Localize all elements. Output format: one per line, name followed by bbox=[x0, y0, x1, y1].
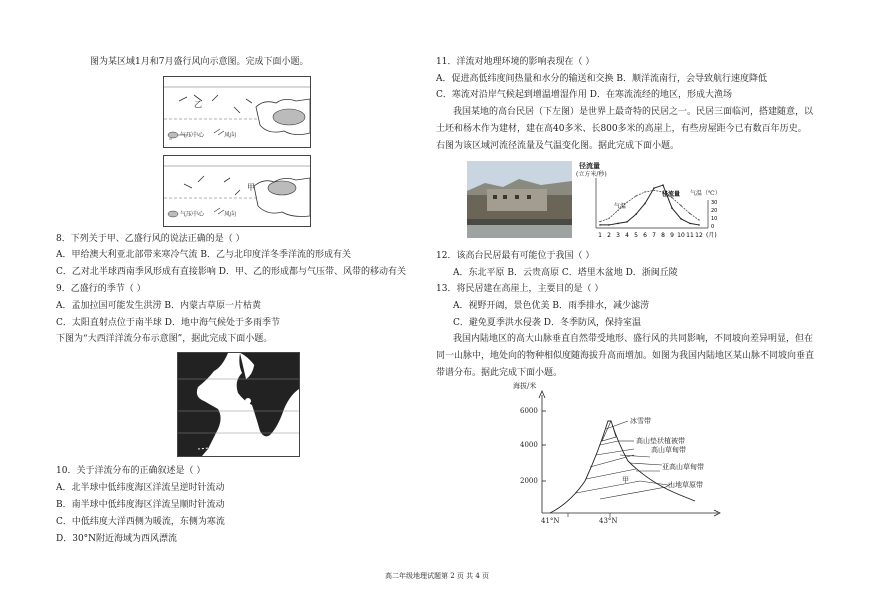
q10-stem: 10．关于洋流分布的正确叙述是（ ） bbox=[56, 466, 206, 476]
temp-point bbox=[689, 213, 690, 214]
y-axis-label: 海拔/米 bbox=[513, 382, 537, 390]
wind-map-july bbox=[163, 155, 311, 227]
lat-label-30: 30° bbox=[276, 427, 287, 434]
y-right-tick: 10 bbox=[711, 216, 718, 222]
legend-wind-label-2: 风向 bbox=[224, 211, 237, 218]
chart-y-left-label: 径流量 bbox=[579, 161, 600, 170]
runoff-point bbox=[617, 223, 619, 225]
x-tick-label: 2 bbox=[607, 232, 611, 239]
x-tick-label: 4 bbox=[625, 232, 629, 239]
x-tick-label: 12 bbox=[695, 232, 703, 239]
runoff-point bbox=[662, 184, 664, 186]
temp-point bbox=[635, 195, 636, 196]
q11-option-line: C．寒流对沿岸气候起到增温增湿作用 D．在寒流流经的地区，形成大渔场 bbox=[436, 90, 732, 100]
temp-point bbox=[644, 191, 645, 192]
runoff-point bbox=[608, 224, 610, 226]
zone-label: 山地草原带 bbox=[668, 481, 703, 489]
y-right-tick: 30 bbox=[711, 200, 718, 206]
x-tick-label: 5 bbox=[634, 232, 638, 239]
temp-point bbox=[653, 190, 654, 191]
temp-point bbox=[599, 221, 600, 222]
q8-stem: 8．下列关于甲、乙盛行风的说法正确的是（ ） bbox=[56, 234, 245, 244]
runoff-series-label: 径流量 bbox=[662, 191, 681, 198]
y-right-tick: 0 bbox=[711, 224, 715, 230]
legend-wind-label: 风向 bbox=[224, 132, 237, 139]
x-tick-label: 7 bbox=[652, 232, 656, 239]
y-tick: 2000 bbox=[520, 477, 538, 485]
q10-option: C．中低纬度大洋西侧为暖流，东侧为寒流 bbox=[56, 517, 225, 527]
intro-text: 图为某区域1月和7月盛行风向示意图。完成下面小题。 bbox=[90, 57, 309, 67]
y-right-tick: 20 bbox=[711, 208, 718, 214]
zone-label: 高山草甸带 bbox=[651, 446, 686, 454]
runoff-point bbox=[626, 221, 628, 223]
legend-pressure-label: 气压中心 bbox=[180, 132, 205, 139]
q10-option: A．北半球中低纬度海区洋流呈逆时针流动 bbox=[56, 483, 225, 493]
temp-series-label: 气温 bbox=[614, 203, 627, 210]
runoff-point bbox=[599, 224, 601, 226]
q9-stem: 9．乙盛行的季节（ ） bbox=[56, 284, 146, 294]
x-tick-label: 3 bbox=[616, 232, 620, 239]
x-tick-label: 1 bbox=[598, 232, 602, 239]
q9-option-line: C．太阳直射点位于南半球 D．地中海气候处于多雨季节 bbox=[56, 318, 280, 328]
temp-point bbox=[608, 218, 609, 219]
runoff-point bbox=[698, 224, 700, 226]
q13-option-line: C．避免夏季洪水侵袭 D．冬季防风，保持室温 bbox=[453, 318, 641, 328]
chart-y-left-unit: (立方米/秒) bbox=[576, 171, 607, 178]
runoff-point bbox=[635, 213, 637, 215]
zone-label: 亚高山草甸带 bbox=[662, 463, 704, 471]
x-tick-label: 8 bbox=[661, 232, 665, 239]
passage-line: 右图为该区域河流径流量及气温变化图。据此完成下面小题。 bbox=[436, 141, 680, 151]
q12-options: A．东北平原 B．云贵高原 C．塔里木盆地 D．浙闽丘陵 bbox=[453, 268, 678, 278]
temp-point bbox=[626, 202, 627, 203]
wind-map-january bbox=[163, 76, 311, 148]
dwelling-photo bbox=[467, 161, 572, 238]
zone-label: 高山垫状植被带 bbox=[636, 437, 685, 445]
zone-label: 冰雪带 bbox=[630, 417, 651, 425]
x-tick: 43°N bbox=[599, 517, 618, 525]
runoff-point bbox=[653, 187, 655, 189]
temp-point bbox=[680, 205, 681, 206]
runoff-point bbox=[671, 207, 673, 209]
y-tick: 6000 bbox=[520, 407, 538, 415]
q13-stem: 13．将民居建在高崖上，主要目的是（ ） bbox=[436, 284, 604, 294]
runoff-temp-chart bbox=[578, 160, 720, 242]
x-tick: 41°N bbox=[541, 517, 560, 525]
q13-option-line: A．视野开阔，景色优美 B．雨季排水，减少滤涝 bbox=[453, 301, 649, 311]
q10-option: B．南半球中低纬度海区洋流呈顺时针流动 bbox=[56, 500, 225, 510]
runoff-point bbox=[644, 203, 646, 205]
x-unit-label: (月) bbox=[706, 232, 717, 239]
passage2-line: 带谱分布。据此完成下面小题。 bbox=[436, 368, 563, 378]
label-jia: 甲 bbox=[247, 183, 255, 192]
x-tick-label: 6 bbox=[643, 232, 647, 239]
passage2-line: 我国内陆地区的高大山脉垂直自然带受地形、盛行风的共同影响，不同坡向差异明显，但在 bbox=[453, 334, 814, 344]
zone-mark-jia: 甲 bbox=[622, 476, 629, 484]
runoff-point bbox=[680, 218, 682, 220]
passage2-line: 同一山脉中，地处向的物种相似度随海拔升高而增加。如图为我国内陆地区某山脉不同坡向垂直 bbox=[436, 351, 815, 361]
chart-y-right-label: 气温（℃） bbox=[690, 190, 721, 197]
x-tick-label: 9 bbox=[670, 232, 674, 239]
q9-option-line: A．孟加拉国可能发生洪涝 B．内蒙古草原一片枯黄 bbox=[56, 301, 261, 311]
q8-option-line: A．甲给澳大利亚北部带来寒冷气流 B．乙与北印度洋冬季洋流的形成有关 bbox=[56, 250, 351, 260]
page-footer: 高二年级地理试题第 2 页 共 4 页 bbox=[385, 572, 490, 580]
runoff-point bbox=[689, 223, 691, 225]
temp-point bbox=[698, 219, 699, 220]
y-tick: 4000 bbox=[520, 441, 538, 449]
passage-line: 土坯和杨木作为建材，建在高40多米、长800多米的高崖上，有些房屋距今已有数百年历史。 bbox=[436, 124, 807, 134]
q12-stem: 12．该高台民居最有可能位于我国（ ） bbox=[436, 251, 595, 261]
label-yi: 乙 bbox=[194, 100, 202, 109]
q8-option-line: C．乙对北半球西南季风形成有直接影响 D．甲、乙的形成都与气压带、风带的移动有关 bbox=[56, 267, 406, 277]
x-tick-label: 10 bbox=[677, 232, 685, 239]
atlantic-current-map bbox=[177, 352, 300, 457]
intro-atlantic: 下图为“大西洋洋流分布示意图”，据此完成下面小题。 bbox=[56, 334, 273, 344]
q10-option: D．30°N附近海域为西风漂流 bbox=[56, 534, 178, 544]
q11-option-line: A．促进高低纬度间热量和水分的输送和交换 B．顺洋流南行，会导致航行速度降低 bbox=[436, 74, 767, 84]
mountain-zone-diagram bbox=[510, 383, 725, 525]
chart-svg bbox=[578, 160, 720, 242]
legend-pressure-label-2: 气压中心 bbox=[180, 211, 205, 218]
passage-line: 我国某地的高台民居（下左图）是世界上最奇特的民居之一。民居三面临河，搭建随意，以 bbox=[453, 107, 814, 117]
x-tick-label: 11 bbox=[686, 232, 694, 239]
q11-stem: 11．洋流对地理环境的影响表现在（ ） bbox=[436, 57, 595, 67]
